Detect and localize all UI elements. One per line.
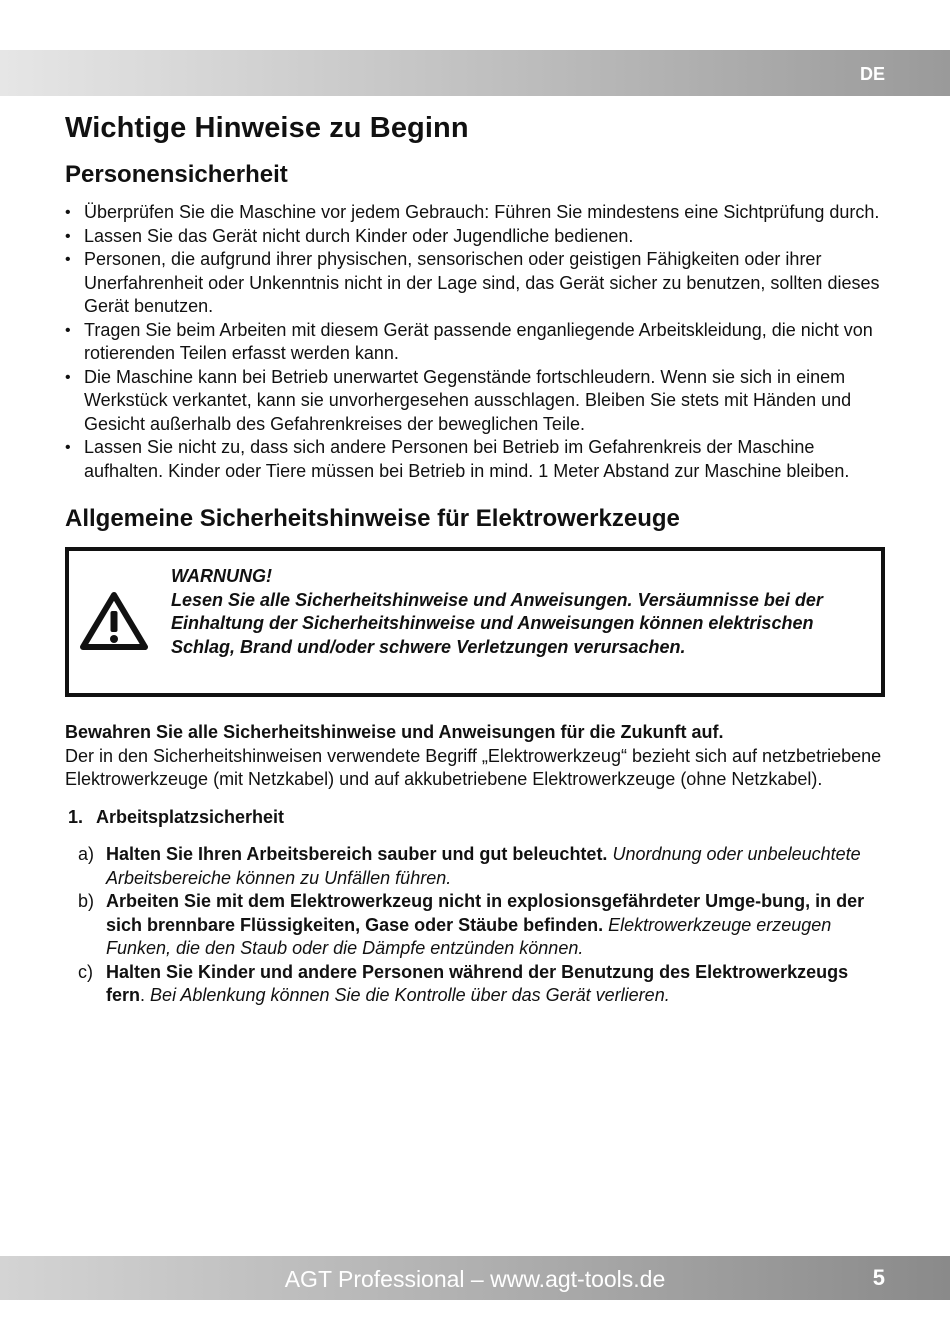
warning-heading: WARNUNG! [171, 566, 272, 586]
item-plain-text: . [140, 985, 146, 1005]
list-item: • Lassen Sie das Gerät nicht durch Kinder oder Jugendliche bedienen. [65, 225, 885, 249]
item-letter: a) [78, 844, 95, 864]
item-italic-text: Unordnung oder unbeleuchtete Arbeitsbereiche können zu Unfällen führen. [106, 844, 861, 888]
list-item: • Tragen Sie beim Arbeiten mit diesem Gerät passende enganliegende Arbeitskleidung, die nicht von rotierenden Teilen erfasst werden kann. [65, 319, 885, 366]
page-title: Wichtige Hinweise zu Beginn [65, 112, 469, 144]
item-bold-text: Halten Sie Ihren Arbeitsbereich sauber und gut beleuchtet. [106, 844, 608, 864]
item-bold-text: Arbeiten Sie mit dem Elektrowerkzeug nicht in explosionsgefährdeter Umge-bung, in der sich brennbare Flüssigkeiten, Gase oder Stäube befinden. [106, 891, 865, 935]
warning-message: Lesen Sie alle Sicherheitshinweise und Anweisungen. Versäumnisse bei der Einhaltung der Sicherheitshinweise und Anweisungen können elektrischen Schlag, Brand und/oder schwere Verletzungen verursachen. [171, 589, 823, 657]
section-title-personal-safety: Personensicherheit [65, 161, 288, 188]
section-title-power-tool-safety: Allgemeine Sicherheitshinweise für Elektrowerkzeuge [65, 505, 680, 532]
list-item [65, 961, 885, 1008]
subsection-number: 1. [68, 806, 84, 827]
list-item: • Überprüfen Sie die Maschine vor jedem Gebrauch: Führen Sie mindestens eine Sichtprüfung durch. [65, 201, 885, 225]
keep-instructions-text: Der in den Sicherheitshinweisen verwendete Begriff „Elektrowerkzeug“ bezieht sich auf netzbetriebene Elektrowerkzeuge (mit Netzkabel) und auf akkubetriebene Elektrowerkzeuge (ohne Netzkabel). [65, 745, 882, 789]
keep-instructions-note [65, 721, 885, 792]
footer-text: AGT Professional – www.agt-tools.de [284, 1266, 666, 1292]
list-item [65, 843, 885, 890]
page-content [65, 112, 885, 1008]
header-bar [0, 50, 950, 96]
keep-instructions-heading: Bewahren Sie alle Sicherheitshinweise und Anweisungen für die Zukunft auf. [65, 722, 724, 742]
item-letter: b) [78, 891, 95, 911]
list-item [65, 890, 885, 961]
warning-text-block [171, 565, 873, 659]
safety-bullet-list [65, 201, 885, 483]
workplace-safety-list [65, 843, 885, 1008]
item-italic-text: Elektrowerkzeuge erzeugen Funken, die den Staub oder die Dämpfe entzünden können. [106, 914, 832, 958]
item-letter: c) [78, 961, 93, 982]
item-bold-text: Halten Sie Kinder und andere Personen während der Benutzung des Elektrowerkzeugs fern [106, 961, 849, 1005]
warning-triangle-icon [80, 591, 148, 651]
list-item: • Lassen Sie nicht zu, dass sich andere Personen bei Betrieb im Gefahrenkreis der Maschine aufhalten. Kinder oder Tiere müssen bei Betrieb in mind. 1 Meter Abstand zur Maschine bleiben. [65, 436, 885, 483]
subsection-title [65, 806, 885, 830]
footer-bar [0, 1256, 950, 1300]
page-number: 5 [872, 1265, 885, 1290]
subsection-title-text: Arbeitsplatzsicherheit [96, 806, 285, 827]
item-italic-text: Bei Ablenkung können Sie die Kontrolle über das Gerät verlieren. [150, 985, 670, 1005]
warning-box [65, 547, 885, 697]
list-item: • Personen, die aufgrund ihrer physischen, sensorischen oder geistigen Fähigkeiten oder ihrer Unerfahrenheit oder Unkenntnis nicht in der Lage sind, das Gerät sicher zu benutzen, sollten dieses Gerät benutzen. [65, 248, 885, 319]
language-tag: DE [859, 64, 885, 84]
list-item: • Die Maschine kann bei Betrieb unerwartet Gegenstände fortschleudern. Wenn sie sich in einem Werkstück verkantet, kann sie unvorhergesehen ausschlagen. Bleiben Sie stets mit Händen und Gesicht außerhalb des Gefahrenkreises der beweglichen Teile. [65, 366, 885, 437]
